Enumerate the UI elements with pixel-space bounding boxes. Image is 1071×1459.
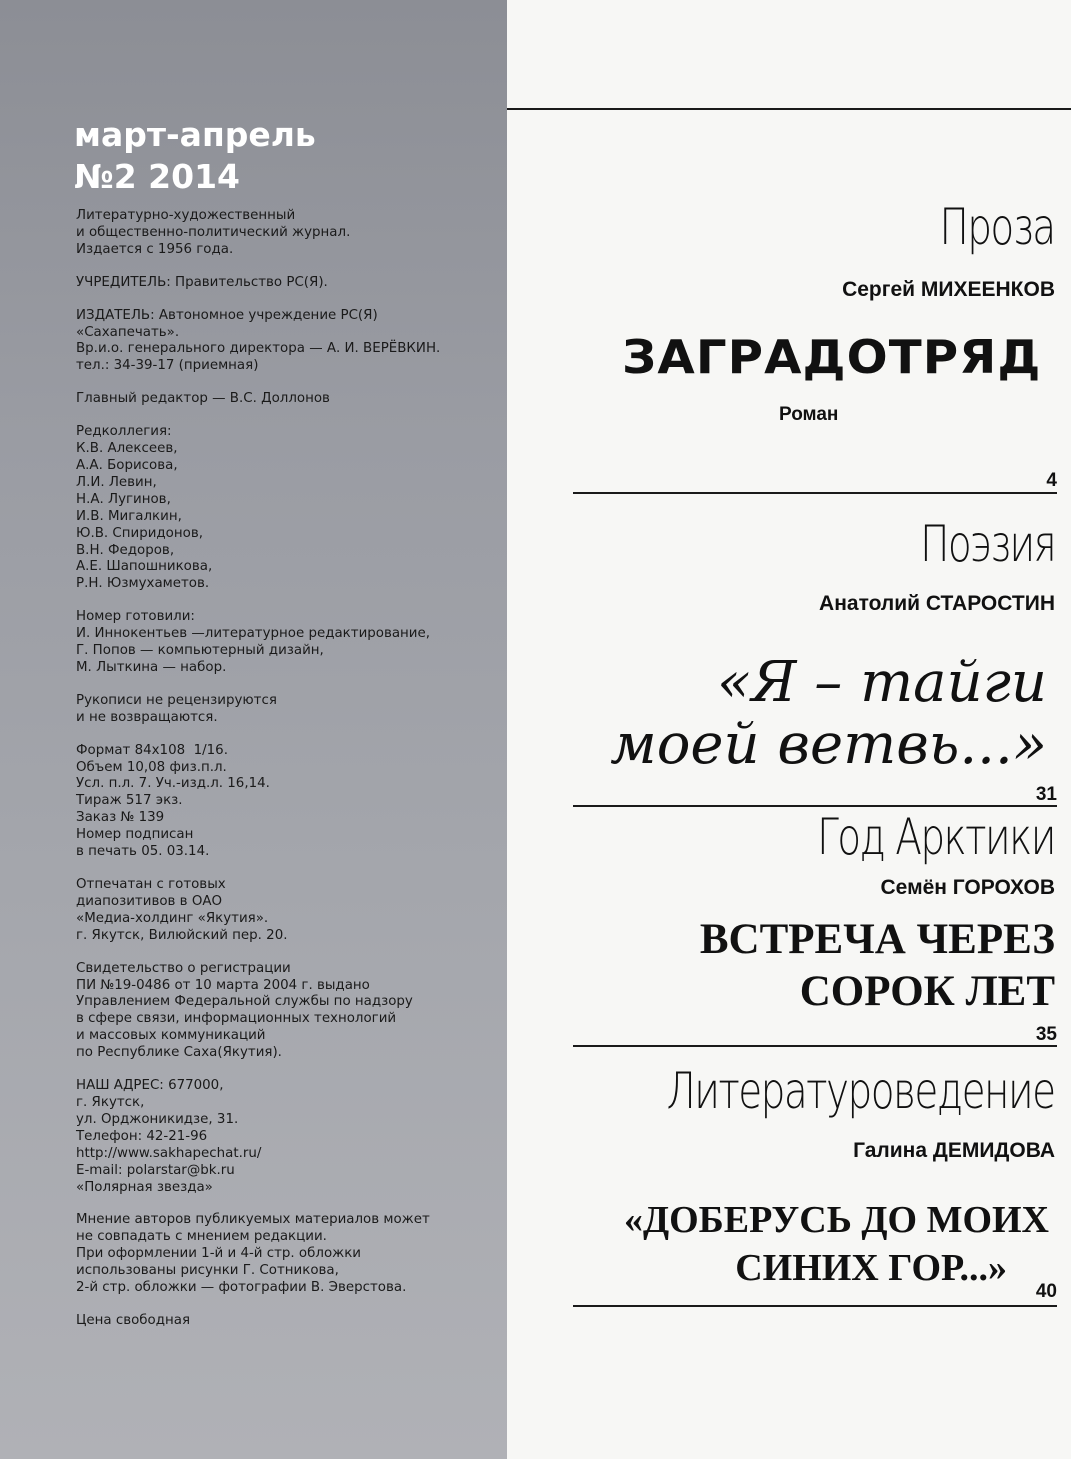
title-line: «Я – тайги: [716, 650, 1047, 715]
imprint-line: в печать 05. 03.14.: [76, 844, 210, 860]
issue-staff: [76, 609, 501, 677]
imprint-line: Р.Н. Юзмухаметов.: [76, 576, 210, 592]
title-line: моей ветвь...»: [610, 712, 1047, 777]
page-number[interactable]: 4: [1046, 470, 1057, 491]
imprint-line: Ю.В. Спиридонов,: [76, 525, 203, 541]
imprint-line: г. Якутск, Вилюйский пер. 20.: [76, 927, 288, 943]
imprint-line: И.В. Мигалкин,: [76, 508, 182, 524]
imprint-line: г. Якутск,: [76, 1094, 145, 1110]
title-line: СОРОК ЛЕТ: [799, 968, 1055, 1015]
imprint-line: Номер готовили:: [76, 609, 195, 625]
imprint-line: диапозитивов в ОАО: [76, 893, 223, 909]
registration-info: [76, 961, 501, 1062]
imprint-line: и не возвращаются.: [76, 709, 218, 725]
imprint-line: Отпечатан с готовых: [76, 877, 226, 892]
author-name: Сергей МИХЕЕНКОВ: [842, 278, 1055, 301]
imprint-line: В.Н. Федоров,: [76, 542, 175, 558]
imprint-line: ИЗДАТЕЛЬ: Автономное учреждение РС(Я): [76, 307, 378, 323]
printer-info: [76, 877, 501, 945]
disclaimer: [76, 1212, 501, 1297]
imprint-line: и общественно-политический журнал.: [76, 224, 351, 240]
page-number[interactable]: 31: [1035, 784, 1057, 805]
issue-number: №2 2014: [74, 156, 240, 196]
article-title-poetry[interactable]: [527, 652, 1047, 776]
imprint-line: по Республике Саха(Якутия).: [76, 1045, 282, 1061]
imprint-line: Усл. п.л. 7. Уч.-изд.л. 16,14.: [76, 776, 270, 792]
genre-label: Роман: [779, 404, 839, 425]
issue-header: [74, 116, 316, 196]
author-name: Семён ГОРОХОВ: [880, 876, 1055, 899]
imprint-line: использованы рисунки Г. Сотникова,: [76, 1263, 339, 1279]
imprint-line: Литературно-художественный: [76, 208, 296, 223]
divider: [573, 1045, 1057, 1047]
section-heading-poetry: Поэзия: [919, 515, 1055, 573]
section-heading-arctic: Год Арктики: [817, 808, 1055, 866]
journal-founder: [76, 275, 501, 292]
imprint-text: [76, 208, 501, 1346]
divider: [573, 1305, 1057, 1307]
title-line: «ДОБЕРУСЬ ДО МОИХ: [623, 1199, 1049, 1241]
imprint-line: в сфере связи, информационных технологий: [76, 1011, 397, 1027]
title-line: ВСТРЕЧА ЧЕРЕЗ: [699, 916, 1055, 963]
divider: [573, 492, 1057, 494]
imprint-line: Л.И. Левин,: [76, 474, 157, 490]
section-heading-literary: Литературоведение: [666, 1062, 1055, 1120]
article-title-arctic[interactable]: [700, 914, 1055, 1018]
issue-period: март-апрель: [74, 115, 316, 154]
article-title-prose[interactable]: ЗАГРАДОТРЯД: [621, 330, 1041, 384]
price-note: [76, 1313, 501, 1330]
author-name: Галина ДЕМИДОВА: [853, 1139, 1055, 1162]
imprint-line: Объем 10,08 физ.п.л.: [76, 759, 227, 775]
imprint-line: А.А. Борисова,: [76, 457, 178, 473]
imprint-line: Вр.и.о. генерального директора — А. И. ВЕРЁВКИН.: [76, 341, 441, 357]
title-line: СИНИХ ГОР...»: [735, 1247, 1007, 1289]
page-number[interactable]: 40: [1035, 1281, 1057, 1302]
imprint-line: Заказ № 139: [76, 810, 165, 826]
imprint-line: К.В. Алексеев,: [76, 441, 178, 457]
imprint-line: не совпадать с мнением редакции.: [76, 1229, 327, 1245]
imprint-line: 2-й стр. обложки — фотографии В. Эверстова.: [76, 1280, 407, 1296]
imprint-line: Свидетельство о регистрации: [76, 960, 291, 976]
imprint-line: Н.А. Лугинов,: [76, 491, 171, 507]
imprint-line: И. Иннокентьев —литературное редактирование,: [76, 626, 431, 642]
imprint-line: Рукописи не рецензируются: [76, 692, 277, 708]
imprint-line: М. Лыткина — набор.: [76, 659, 227, 675]
email-link[interactable]: E-mail: polarstar@bk.ru: [76, 1162, 235, 1178]
imprint-line: НАШ АДРЕС: 677000,: [76, 1078, 224, 1094]
contents-column: [507, 0, 1071, 1459]
article-title-literary[interactable]: [624, 1196, 1049, 1292]
imprint-line: Формат 84х108 1/16.: [76, 742, 228, 758]
imprint-line: «Медиа-холдинг «Якутия».: [76, 910, 269, 926]
website-link[interactable]: http://www.sakhapechat.ru/: [76, 1145, 262, 1161]
imprint-column: [0, 0, 507, 1459]
imprint-line: Цена свободная: [76, 1312, 191, 1328]
imprint-line: Издается с 1956 года.: [76, 241, 234, 257]
imprint-line: «Полярная звезда»: [76, 1179, 213, 1195]
imprint-line: Номер подписан: [76, 827, 194, 843]
imprint-line: Управлением Федеральной службы по надзору: [76, 994, 413, 1010]
journal-about: [76, 208, 501, 259]
imprint-line: «Сахапечать».: [76, 324, 180, 340]
imprint-line: Тираж 517 экз.: [76, 793, 183, 809]
divider: [573, 805, 1057, 807]
print-format: [76, 743, 501, 861]
imprint-line: ПИ №19-0486 от 10 марта 2004 г. выдано: [76, 977, 370, 993]
imprint-line: А.Е. Шапошникова,: [76, 559, 213, 575]
imprint-line: Телефон: 42-21-96: [76, 1128, 208, 1144]
section-heading-prose: Проза: [939, 198, 1055, 256]
imprint-line: и массовых коммуникаций: [76, 1028, 266, 1044]
author-name: Анатолий СТАРОСТИН: [819, 592, 1055, 615]
imprint-line: Мнение авторов публикуемых материалов может: [76, 1212, 430, 1228]
editorial-board: [76, 424, 501, 593]
imprint-line: ул. Орджоникидзе, 31.: [76, 1111, 239, 1127]
imprint-line: УЧРЕДИТЕЛЬ: Правительство РС(Я).: [76, 274, 328, 290]
imprint-line: Главный редактор — В.С. Доллонов: [76, 391, 330, 407]
imprint-line: Г. Попов — компьютерный дизайн,: [76, 643, 324, 659]
contact-address: [76, 1078, 501, 1196]
imprint-line: Редколлегия:: [76, 424, 172, 440]
manuscripts-note: [76, 693, 501, 727]
imprint-line: тел.: 34-39-17 (приемная): [76, 358, 259, 374]
divider: [507, 108, 1071, 110]
journal-publisher: [76, 308, 501, 376]
imprint-line: При оформлении 1-й и 4-й стр. обложки: [76, 1246, 361, 1262]
page-number[interactable]: 35: [1035, 1024, 1057, 1045]
chief-editor: [76, 391, 501, 408]
